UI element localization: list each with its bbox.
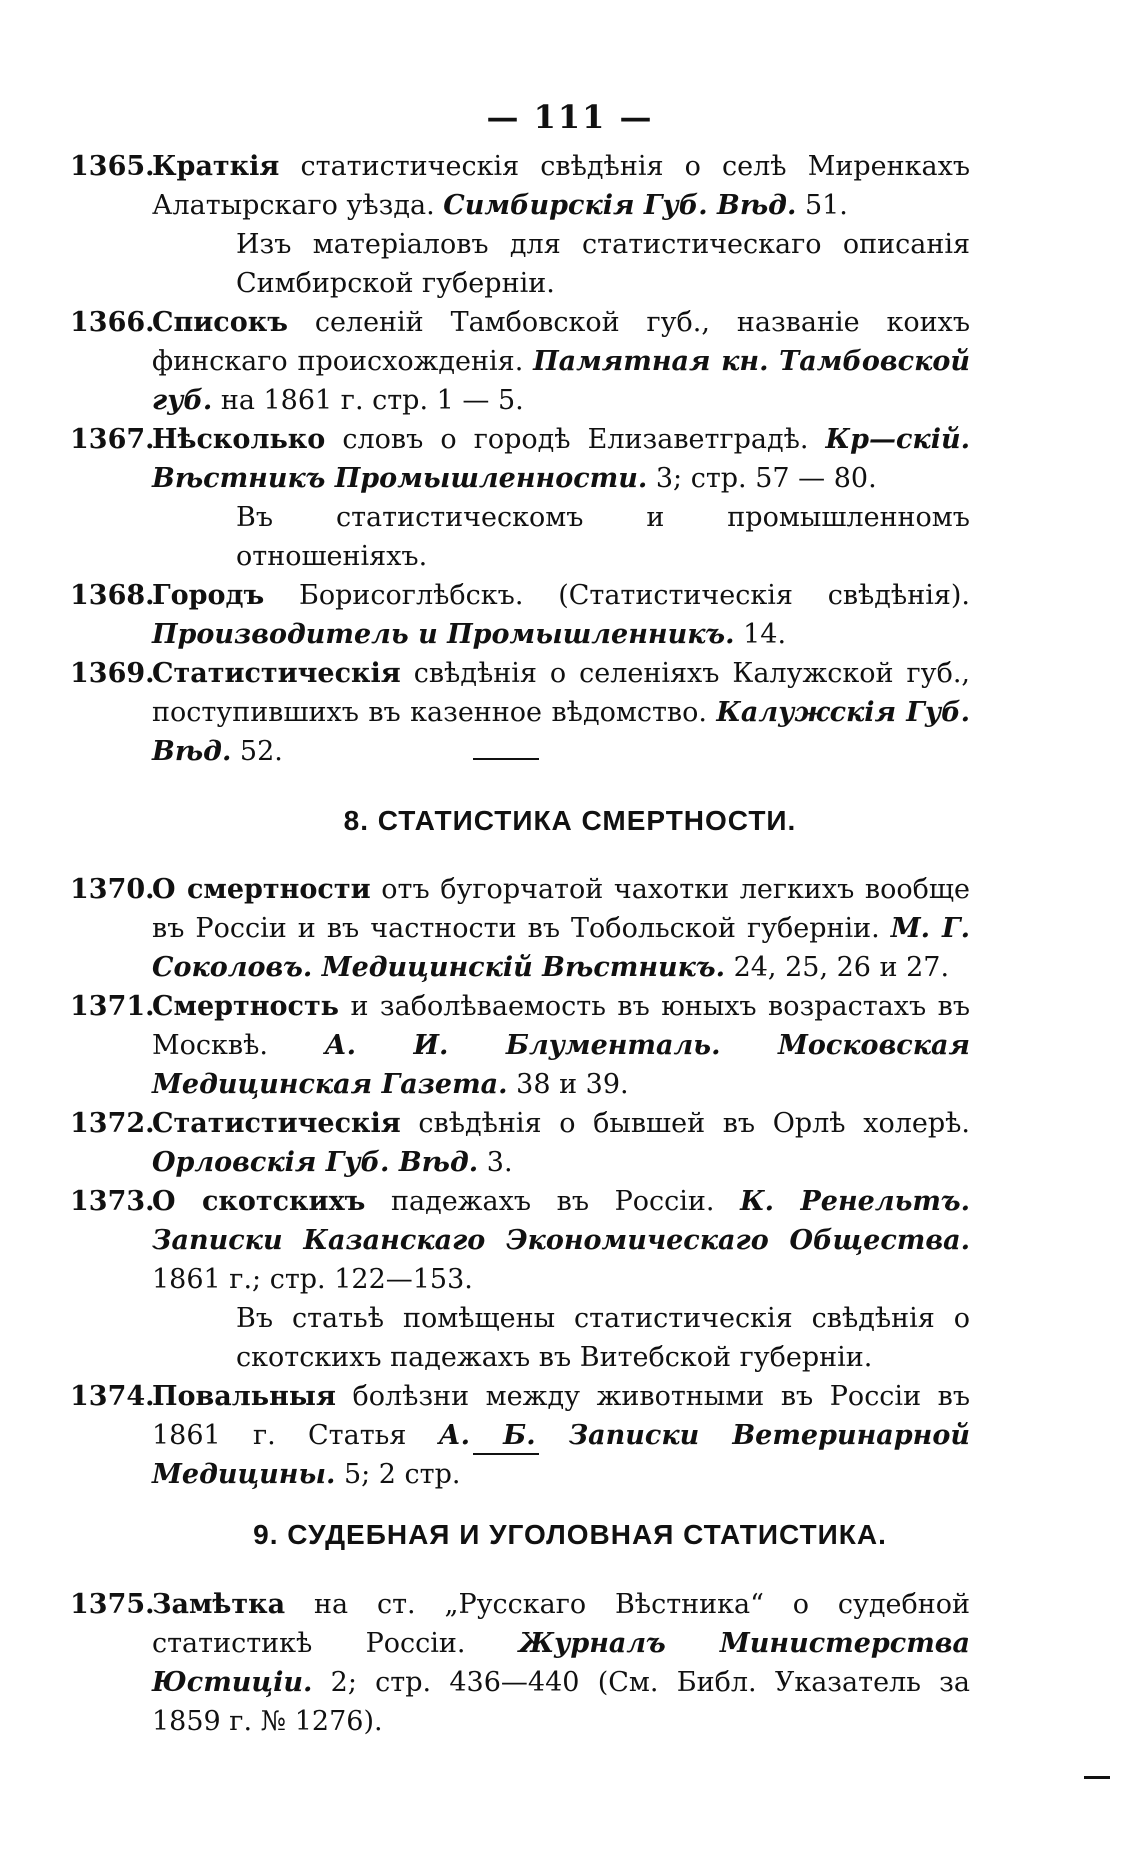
entry-lead: Статистическія — [152, 1108, 401, 1139]
entry-source: К. Ренельтъ. Записки Казанскаго Экономическаго Общества. — [152, 1186, 970, 1256]
entry-lead: Краткія — [152, 151, 280, 182]
entry-lead: Списокъ — [152, 307, 288, 338]
entry-number: 1365. — [70, 151, 155, 182]
entry-number: 1367. — [70, 424, 155, 455]
entry-number: 1366. — [70, 307, 155, 338]
page-number: — 111 — — [486, 98, 654, 136]
entry-tail: 1861 г.; стр. 122—153. — [152, 1264, 473, 1295]
entry-1367 — [70, 420, 970, 576]
entry-text: болѣзни между животными въ Россіи въ 1861 г. Статья — [152, 1381, 970, 1451]
entry-number: 1368. — [70, 580, 155, 611]
entry-tail: 52. — [231, 736, 283, 767]
entry-text: Борисоглѣбскъ. (Статистическія свѣдѣнія). — [264, 580, 970, 611]
entry-lead: Смертность — [152, 991, 339, 1022]
entry-note: Въ статьѣ помѣщены статистическія свѣдѣнія о скотскихъ падежахъ въ Витебской губерніи. — [236, 1303, 970, 1373]
entry-1371 — [70, 987, 970, 1104]
section-heading-mortality: 8. СТАТИСТИКА СМЕРТНОСТИ. — [343, 805, 797, 836]
entry-lead: Замѣтка — [152, 1589, 286, 1620]
entry-tail: 14. — [734, 619, 787, 650]
entries-judicial — [70, 1585, 970, 1741]
entry-tail: 51. — [796, 190, 848, 221]
entry-note: Въ статистическомъ и промышленномъ отношеніяхъ. — [236, 502, 970, 572]
entry-source: М. Г. Соколовъ. Медицинскій Вѣстникъ. — [152, 913, 970, 983]
entry-text: статистическія свѣдѣнія о селѣ Миренкахъ Алатырскаго уѣзда. — [152, 151, 970, 221]
entry-text: селеній Тамбовской губ., названіе коихъ финскаго происхожденія. — [152, 307, 970, 377]
entry-tail: 38 и 39. — [507, 1069, 629, 1100]
entry-number: 1372. — [70, 1108, 155, 1139]
entry-lead: Нѣсколько — [152, 424, 326, 455]
entry-source: Производитель и Промышленникъ. — [152, 619, 735, 650]
entry-lead: О скотскихъ — [152, 1186, 366, 1217]
entry-number: 1370. — [70, 874, 155, 905]
entry-source: Журналъ Министерства Юстиціи. — [152, 1628, 971, 1698]
entry-tail: 5; 2 стр. — [335, 1459, 461, 1490]
section-divider — [473, 758, 539, 760]
entry-lead: Повальныя — [152, 1381, 336, 1412]
entry-number: 1374. — [70, 1381, 155, 1412]
entry-number: 1371. — [70, 991, 155, 1022]
entries-general — [70, 147, 970, 771]
entry-tail: на 1861 г. стр. 1 — 5. — [212, 385, 524, 416]
entry-1372 — [70, 1104, 970, 1182]
section-divider — [473, 1453, 539, 1455]
entry-1375 — [70, 1585, 970, 1741]
entry-source: А. И. Блументаль. Московская Медицинская Газета. — [152, 1030, 970, 1100]
entry-lead: Городъ — [152, 580, 265, 611]
entry-1370 — [70, 870, 970, 987]
entry-text: словъ о городѣ Елизаветградѣ. — [325, 424, 826, 455]
entry-text: отъ бугорчатой чахотки легкихъ вообще въ Россіи и въ частности въ Тобольской губерніи. — [152, 874, 970, 944]
entry-1366 — [70, 303, 970, 420]
entry-text: падежахъ въ Россіи. — [365, 1186, 741, 1217]
entry-tail: 2; стр. 436—440 (См. Библ. Указатель за 1859 г. № 1276). — [152, 1667, 970, 1737]
entry-1365 — [70, 147, 970, 303]
entry-lead: Статистическія — [152, 658, 401, 689]
entry-source: Памятная кн. Тамбовской губ. — [152, 346, 971, 416]
entry-text: и заболѣваемость въ юныхъ возрастахъ въ Москвѣ. — [152, 991, 970, 1061]
entry-1374 — [70, 1377, 970, 1494]
entries-mortality — [70, 870, 970, 1494]
entry-1369 — [70, 654, 970, 771]
entry-tail: 3. — [478, 1147, 513, 1178]
entry-source: Симбирскія Губ. Вѣд. — [443, 190, 797, 221]
entry-text: на ст. „Русскаго Вѣстника“ о судебной статистикѣ Россіи. — [152, 1589, 970, 1659]
entry-lead: О смертности — [152, 874, 371, 905]
entry-tail: 24, 25, 26 и 27. — [724, 952, 950, 983]
entry-source: Калужскія Губ. Вѣд. — [152, 697, 970, 767]
entry-number: 1369. — [70, 658, 155, 689]
entry-source: Кр—скій. Вѣстникъ Промышленности. — [152, 424, 970, 494]
entry-text: свѣдѣнія о бывшей въ Орлѣ холерѣ. — [400, 1108, 970, 1139]
entry-number: 1375. — [70, 1589, 155, 1620]
entry-source: Орловскія Губ. Вѣд. — [152, 1147, 479, 1178]
entry-tail: 3; стр. 57 — 80. — [647, 463, 877, 494]
entry-text: свѣдѣнія о селеніяхъ Калужской губ., поступившихъ въ казенное вѣдомство. — [152, 658, 970, 728]
entry-note: Изъ матеріаловъ для статистическаго описанія Симбирской губерніи. — [236, 229, 970, 299]
entry-1368 — [70, 576, 970, 654]
entry-number: 1373. — [70, 1186, 155, 1217]
entry-1373 — [70, 1182, 970, 1377]
entry-source: А. Б. Записки Ветеринарной Медицины. — [152, 1420, 970, 1490]
edge-mark — [1084, 1776, 1110, 1779]
section-heading-judicial: 9. СУДЕБНАЯ И УГОЛОВНАЯ СТАТИСТИКА. — [253, 1519, 887, 1550]
